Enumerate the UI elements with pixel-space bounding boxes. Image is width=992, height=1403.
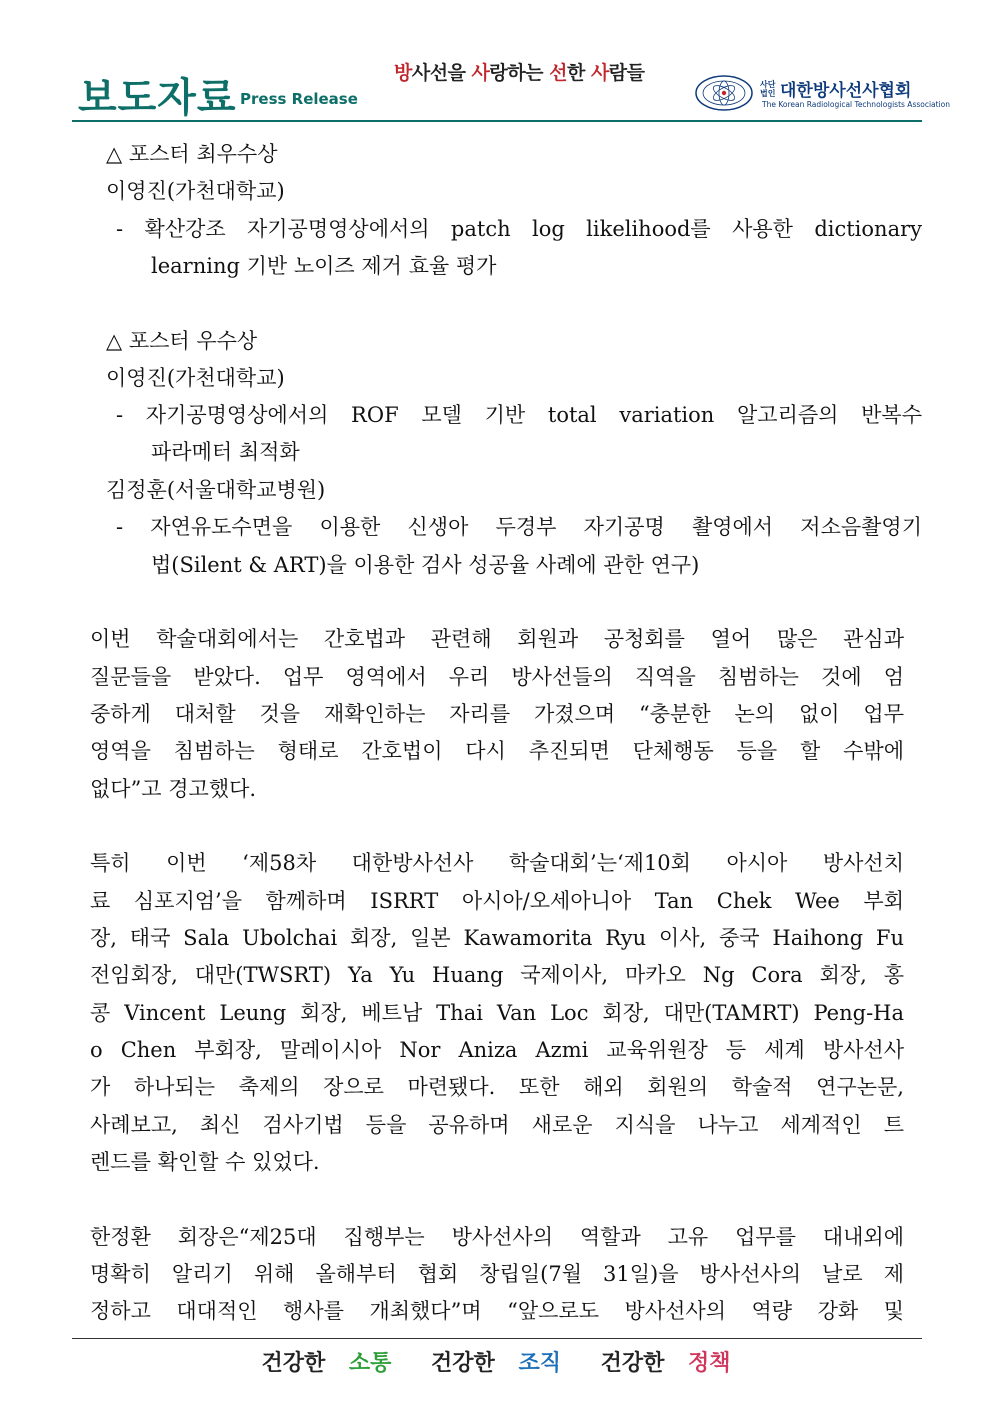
- association-seal-icon: [694, 74, 754, 112]
- footer-motto-part: [415, 1351, 569, 1376]
- slogan-part: 람들: [608, 62, 645, 84]
- slogan-part: 사: [590, 62, 609, 84]
- slogan-part: 사: [471, 62, 490, 84]
- paragraph-line: 이번 학술대회에서는 간호법과 관련해 회원과 공청회를 열어 많은 관심과: [90, 627, 904, 651]
- slogan-part: 선: [549, 62, 567, 84]
- footer-word: 건강한: [423, 1351, 503, 1376]
- slogan-part: 방: [394, 62, 412, 84]
- press-release-subtitle: Press Release: [240, 90, 358, 108]
- paragraph-line: 가 하나되는 축제의 장으로 마련됐다. 또한 해외 회원의 학술적 연구논문,: [90, 1075, 904, 1099]
- paragraph-line: 전임회장, 대만(TWSRT) Ya Yu Huang 국제이사, 마카오 Ng Cora 회장, 홍: [90, 963, 904, 987]
- footer-word: 정책: [688, 1351, 731, 1376]
- association-english-name: The Korean Radiological Technologists Association: [762, 100, 951, 109]
- slogan: [394, 58, 645, 85]
- footer-motto-part: [253, 1351, 399, 1376]
- awardee-name: 이영진(가천대학교): [106, 179, 285, 203]
- paragraph-line: 질문들을 받았다. 업무 영역에서 우리 방사선들의 직역을 침범하는 것에 엄: [90, 665, 904, 689]
- association-name: 대한방사선사협회: [780, 81, 912, 101]
- page-header: [72, 48, 951, 121]
- footer-word: 건강한: [592, 1351, 673, 1376]
- paragraph-line: 중하게 대처할 것을 재확인하는 자리를 가졌으며 “충분한 논의 없이 업무: [90, 702, 904, 726]
- paragraph-line: 렌드를 확인할 수 있었다.: [90, 1150, 320, 1174]
- award-heading: △ 포스터 우수상: [106, 329, 258, 353]
- association-prefix: 사단법인: [760, 80, 776, 98]
- paragraph-line: 영역을 침범하는 형태로 간호법이 다시 추진되면 단체행동 등을 할 수밖에: [90, 739, 904, 763]
- footer-word: 소통: [348, 1351, 392, 1376]
- award-title-line: - 자연유도수면을 이용한 신생아 두경부 자기공명 촬영에서 저소음촬영기: [116, 515, 922, 539]
- paragraph-line: 한정환 회장은“제25대 집행부는 방사선사의 역할과 고유 업무를 대내외에: [90, 1225, 904, 1249]
- slogan-part: 사선을: [411, 62, 472, 84]
- association-logo: [694, 74, 951, 118]
- paragraph-line: o Chen 부회장, 말레이시아 Nor Aniza Azmi 교육위원장 등 세계 방사선사: [90, 1038, 904, 1062]
- award-heading: △ 포스터 최우수상: [106, 142, 278, 166]
- paragraph-line: 특히 이번 ‘제58차 대한방사선사 학술대회’는‘제10회 아시아 방사선치: [90, 851, 904, 875]
- paragraph-line: 사례보고, 최신 검사기법 등을 공유하며 새로운 지식을 나누고 세계적인 트: [90, 1113, 904, 1137]
- paragraph-line: 명확히 알리기 위해 올해부터 협회 창립일(7월 31일)을 방사선사의 날로 제: [90, 1262, 904, 1286]
- slogan-part: 랑하는: [489, 62, 550, 84]
- footer-word: 건강한: [261, 1351, 333, 1376]
- award-title-line: - 확산강조 자기공명영상에서의 patch log likelihood를 사용한 dictionary: [116, 217, 922, 241]
- footer-motto: [0, 1346, 992, 1377]
- award-title-line: - 자기공명영상에서의 ROF 모델 기반 total variation 알고리즘의 반복수: [116, 403, 922, 427]
- footer-motto-part: [585, 1351, 739, 1376]
- paragraph-line: 장, 태국 Sala Ubolchai 회장, 일본 Kawamorita Ryu 이사, 중국 Haihong Fu: [90, 926, 904, 950]
- award-title-line: 파라메터 최적화: [151, 440, 300, 464]
- slogan-part: 한: [566, 62, 591, 84]
- press-release-title: 보도자료: [78, 75, 237, 121]
- paragraph-line: 료 심포지엄’을 함께하며 ISRRT 아시아/오세아니아 Tan Chek Wee 부회: [90, 889, 904, 913]
- footer-word: 조직: [518, 1351, 561, 1376]
- paragraph-line: 정하고 대대적인 행사를 개최했다”며 “앞으로도 방사선사의 역량 강화 및: [90, 1299, 904, 1323]
- awardee-name: 이영진(가천대학교): [106, 366, 285, 390]
- footer-divider: [72, 1338, 922, 1339]
- award-title-line: learning 기반 노이즈 제거 효율 평가: [151, 254, 497, 278]
- paragraph-line: 콩 Vincent Leung 회장, 베트남 Thai Van Loc 회장, 대만(TAMRT) Peng-Ha: [90, 1001, 904, 1025]
- header-divider: [72, 120, 922, 122]
- award-title-line: 법(Silent & ART)을 이용한 검사 성공율 사례에 관한 연구): [151, 553, 700, 577]
- paragraph-line: 없다”고 경고했다.: [90, 777, 257, 801]
- awardee-name: 김정훈(서울대학교병원): [106, 478, 326, 502]
